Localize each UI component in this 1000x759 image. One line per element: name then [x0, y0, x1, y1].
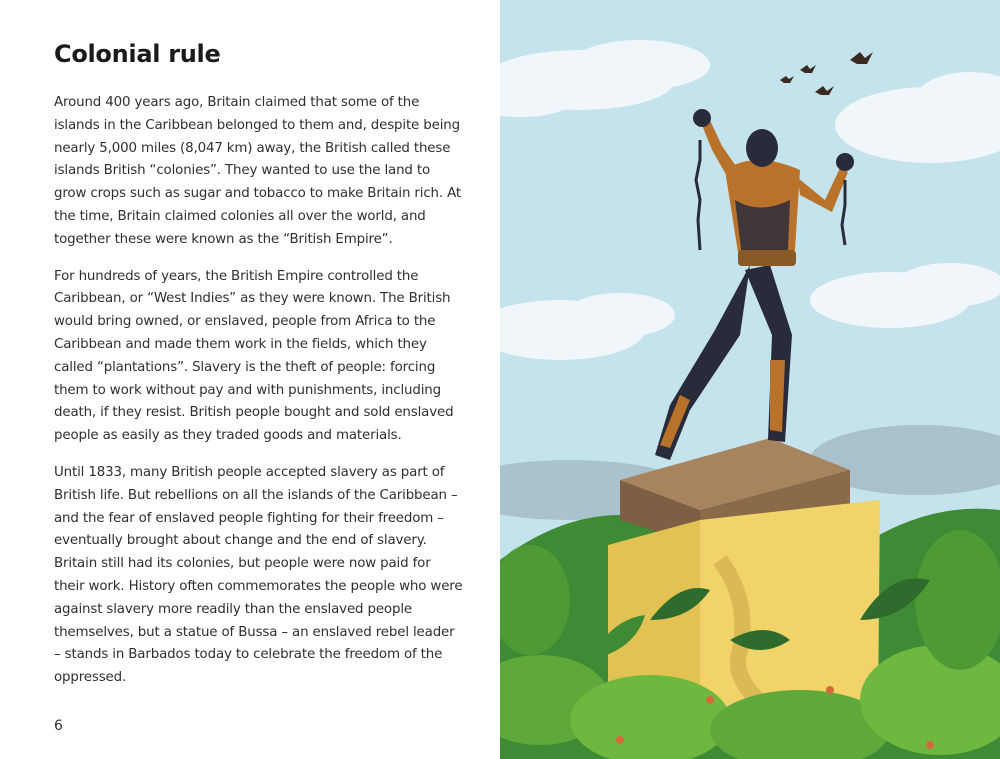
- paragraph-2: For hundreds of years, the British Empire controlled the Caribbean, or “West Indies” as they were known. The British would bring owned, or enslaved, people from Africa to the Caribbean and made them work in the fields, which they called “plantations”. Slavery is the theft of people: forcing them to work without pay and with punishments, including death, if they resist. British people bought and sold enslaved people as easily as they traded goods and materials.: [54, 268, 454, 444]
- bussa-statue-illustration: [500, 0, 1000, 759]
- paragraph-1: Around 400 years ago, Britain claimed that some of the islands in the Caribbean belonged to them and, despite being nearly 5,000 miles (8,047 km) away, the British called these islands British “colonies”. They wanted to use the land to grow crops such as sugar and tobacco to make Britain rich. At the time, Britain claimed colonies all over the world, and together these were known as the “British Empire”.: [54, 95, 461, 247]
- illustration-page: [500, 0, 1000, 759]
- page-title: Colonial rule: [54, 40, 221, 68]
- page-number: 6: [54, 718, 63, 734]
- paragraph-3: Until 1833, many British people accepted slavery as part of British life. But rebellions on all the islands of the Caribbean – and the fear of enslaved people fighting for their freedom – eventually brought about change and the end of slavery. Britain still had its colonies, but people were now paid for their work. History often commemorates the people who were against slavery more readily than the enslaved people themselves, but a statue of Bussa – an enslaved rebel leader – stands in Barbados today to celebrate the freedom of the oppressed.: [54, 464, 463, 686]
